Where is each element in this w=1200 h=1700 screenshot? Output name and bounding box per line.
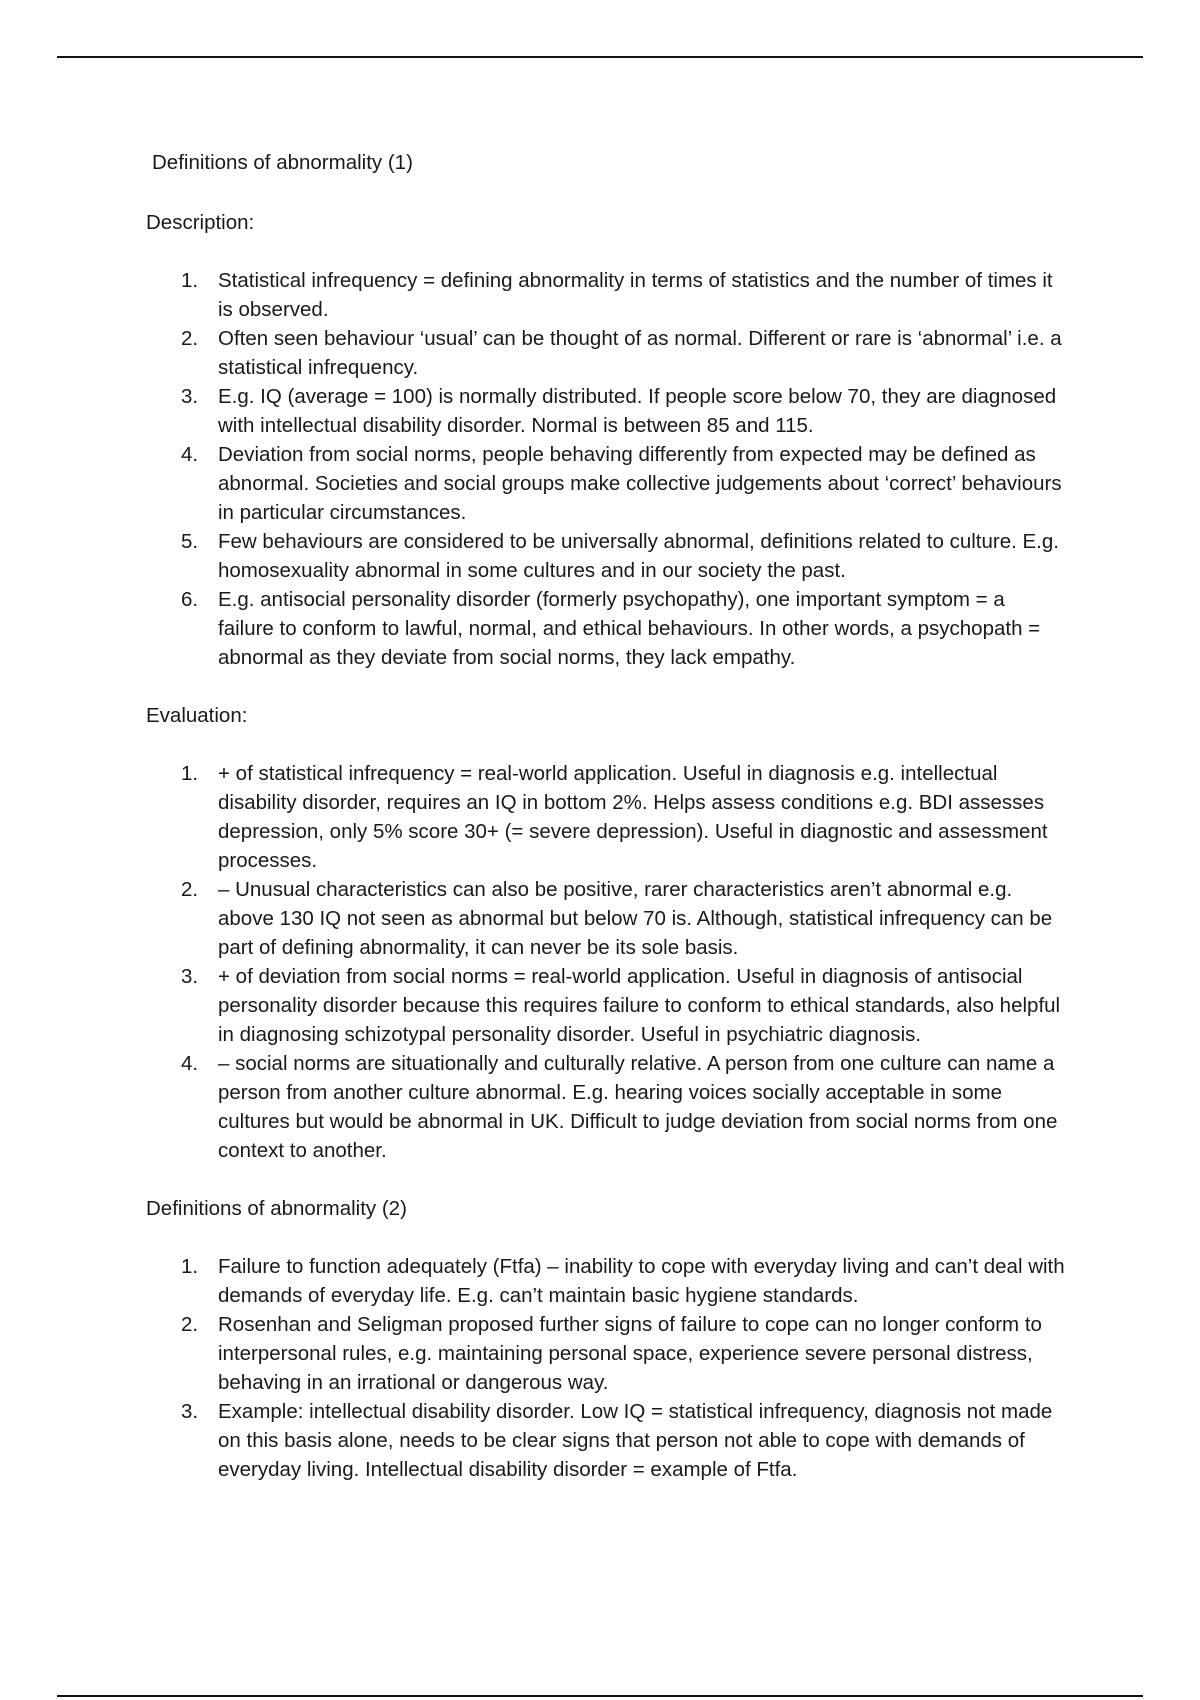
list-item: 4. Deviation from social norms, people behaving differently from expected may be defined as abnormal. Societies and social groups make collective judgements about ‘correct’ behaviours in particular circumstances. bbox=[181, 443, 1062, 524]
list-item: 6. E.g. antisocial personality disorder (formerly psychopathy), one important symptom = a failure to conform to lawful, normal, and ethical behaviours. In other words, a psychopath = abnormal as they deviate from social norms, they lack empathy. bbox=[181, 588, 1041, 669]
list-item: 3. + of deviation from social norms = real-world application. Useful in diagnosis of antisocial personality disorder because this requires failure to conform to ethical standards, also helpful in diagnosing schizotypal personality disorder. Useful in psychiatric diagnosis. bbox=[181, 965, 1061, 1046]
list-item: 3. Example: intellectual disability disorder. Low IQ = statistical infrequency, diagnosis not made on this basis alone, needs to be clear signs that person not able to cope with demands of everyday living. Intellectual disability disorder = example of Ftfa. bbox=[181, 1400, 1053, 1481]
list-item: 4. – social norms are situationally and culturally relative. A person from one culture can name a person from another culture abnormal. E.g. hearing voices socially acceptable in some cultures but would be abnormal in UK. Difficult to judge deviation from social norms from one context to another. bbox=[181, 1052, 1058, 1162]
evaluation-list bbox=[146, 759, 1066, 1165]
bottom-rule bbox=[57, 1695, 1143, 1697]
list-item: 1. + of statistical infrequency = real-world application. Useful in diagnosis e.g. intellectual disability disorder, requires an IQ in bottom 2%. Helps assess conditions e.g. BDI assesses depression, only 5% score 30+ (= severe depression). Useful in diagnostic and assessment processes. bbox=[181, 762, 1048, 872]
document-body bbox=[146, 148, 1066, 1484]
description-heading: Description: bbox=[146, 211, 255, 234]
description-list bbox=[146, 266, 1066, 672]
list-item: 2. Often seen behaviour ‘usual’ can be thought of as normal. Different or rare is ‘abnormal’ i.e. a statistical infrequency. bbox=[181, 327, 1062, 379]
section-title-2: Definitions of abnormality (2) bbox=[146, 1197, 407, 1220]
definitions-2-list bbox=[146, 1252, 1066, 1484]
list-item: 2. – Unusual characteristics can also be positive, rarer characteristics aren’t abnormal e.g. above 130 IQ not seen as abnormal but below 70 is. Although, statistical infrequency can be part of defining abnormality, it can never be its sole basis. bbox=[181, 878, 1053, 959]
evaluation-heading: Evaluation: bbox=[146, 704, 248, 727]
list-item: 5. Few behaviours are considered to be universally abnormal, definitions related to culture. E.g. homosexuality abnormal in some cultures and in our society the past. bbox=[181, 530, 1059, 582]
list-item: 1. Failure to function adequately (Ftfa) – inability to cope with everyday living and can’t deal with demands of everyday life. E.g. can’t maintain basic hygiene standards. bbox=[181, 1255, 1065, 1307]
section-title-1: Definitions of abnormality (1) bbox=[152, 151, 413, 174]
list-item: 3. E.g. IQ (average = 100) is normally distributed. If people score below 70, they are diagnosed with intellectual disability disorder. Normal is between 85 and 115. bbox=[181, 385, 1057, 437]
top-rule bbox=[57, 56, 1143, 58]
list-item: 1. Statistical infrequency = defining abnormality in terms of statistics and the number of times it is observed. bbox=[181, 269, 1053, 321]
list-item: 2. Rosenhan and Seligman proposed further signs of failure to cope can no longer conform to interpersonal rules, e.g. maintaining personal space, experience severe personal distress, behaving in an irrational or dangerous way. bbox=[181, 1313, 1042, 1394]
